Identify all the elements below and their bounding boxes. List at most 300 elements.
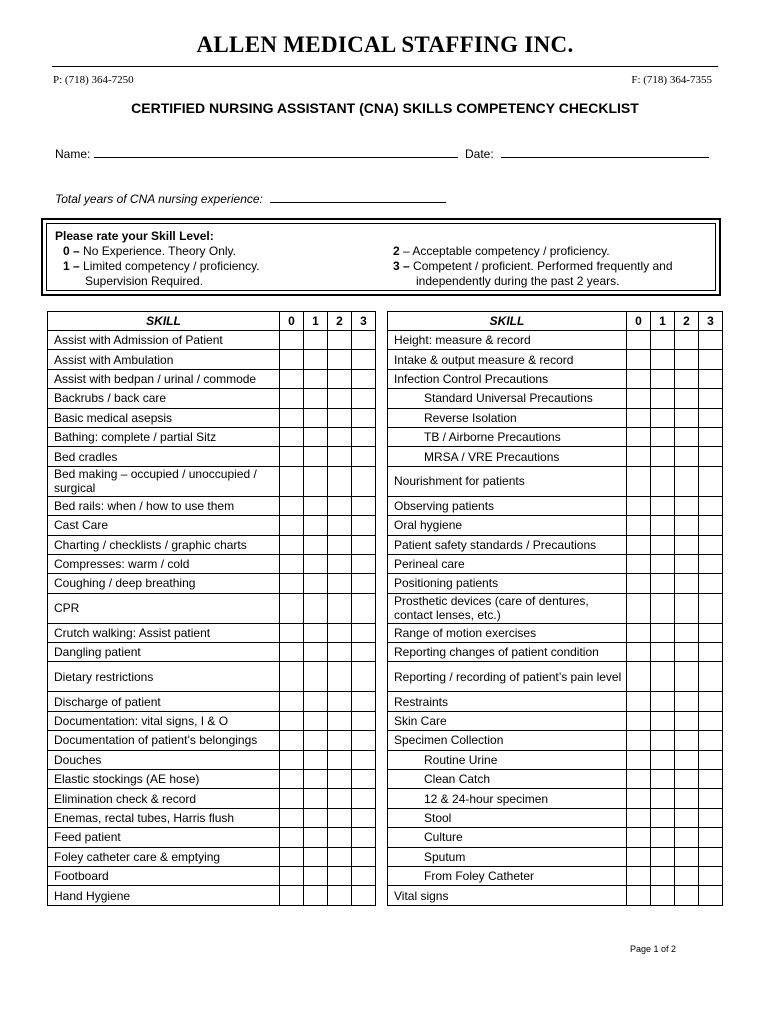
level-column-header-0: 0 [627, 312, 651, 331]
rating-cell-2[interactable] [675, 408, 699, 427]
skill-name: MRSA / VRE Precautions [388, 447, 627, 466]
skills-table-left [47, 311, 376, 906]
rating-cell-3[interactable] [352, 331, 376, 350]
rating-cell-2[interactable] [328, 692, 352, 711]
rating-cell-1[interactable] [304, 447, 328, 466]
rating-cell-3[interactable] [699, 808, 723, 827]
rating-cell-3[interactable] [699, 427, 723, 446]
skill-name: Assist with Admission of Patient [48, 331, 280, 350]
rating-cell-3[interactable] [352, 789, 376, 808]
rating-cell-1[interactable] [304, 789, 328, 808]
rating-cell-1[interactable] [651, 593, 675, 623]
rating-cell-2[interactable] [328, 886, 352, 905]
rating-cell-3[interactable] [352, 770, 376, 789]
rating-cell-2[interactable] [328, 828, 352, 847]
document-title: CERTIFIED NURSING ASSISTANT (CNA) SKILLS COMPETENCY CHECKLIST [131, 100, 639, 116]
rating-cell-3[interactable] [699, 516, 723, 535]
table-row [388, 750, 723, 769]
rating-cell-1[interactable] [304, 731, 328, 750]
rating-cell-0[interactable] [280, 750, 304, 769]
rating-cell-1[interactable] [304, 408, 328, 427]
rating-cell-2[interactable] [328, 789, 352, 808]
skill-name: Perineal care [388, 554, 627, 573]
rating-cell-2[interactable] [675, 623, 699, 642]
rating-cell-3[interactable] [699, 593, 723, 623]
rating-cell-0[interactable] [627, 808, 651, 827]
rating-cell-0[interactable] [280, 828, 304, 847]
rating-cell-2[interactable] [675, 866, 699, 885]
rating-cell-2[interactable] [675, 554, 699, 573]
rating-cell-2[interactable] [675, 350, 699, 369]
rating-cell-0[interactable] [280, 643, 304, 662]
rating-cell-1[interactable] [651, 496, 675, 515]
rating-cell-1[interactable] [651, 516, 675, 535]
rating-cell-3[interactable] [699, 535, 723, 554]
rating-cell-2[interactable] [328, 574, 352, 593]
table-row [388, 711, 723, 730]
rating-cell-0[interactable] [280, 623, 304, 642]
rating-cell-0[interactable] [627, 770, 651, 789]
rating-cell-1[interactable] [304, 593, 328, 623]
rating-cell-1[interactable] [651, 828, 675, 847]
skill-name: Skin Care [388, 711, 627, 730]
table-row [48, 886, 376, 905]
rating-cell-2[interactable] [328, 496, 352, 515]
rating-cell-0[interactable] [627, 408, 651, 427]
rating-cell-1[interactable] [651, 350, 675, 369]
rating-cell-1[interactable] [304, 828, 328, 847]
rating-cell-3[interactable] [699, 770, 723, 789]
table-row [388, 828, 723, 847]
rating-cell-3[interactable] [352, 662, 376, 692]
rating-cell-2[interactable] [328, 847, 352, 866]
table-row [388, 770, 723, 789]
skills-table-header [388, 312, 723, 331]
rating-cell-3[interactable] [352, 408, 376, 427]
rating-cell-3[interactable] [352, 535, 376, 554]
rating-cell-0[interactable] [280, 389, 304, 408]
rating-cell-1[interactable] [651, 692, 675, 711]
rating-cell-2[interactable] [328, 866, 352, 885]
rating-cell-0[interactable] [280, 350, 304, 369]
rating-cell-0[interactable] [280, 662, 304, 692]
skill-name: Standard Universal Precautions [388, 389, 627, 408]
rating-cell-0[interactable] [627, 711, 651, 730]
table-row [48, 593, 376, 623]
rating-cell-3[interactable] [699, 350, 723, 369]
rating-cell-0[interactable] [627, 886, 651, 905]
rating-cell-2[interactable] [675, 447, 699, 466]
skill-name: Prosthetic devices (care of dentures, contact lenses, etc.) [388, 593, 627, 623]
rating-cell-2[interactable] [328, 516, 352, 535]
rating-cell-3[interactable] [352, 886, 376, 905]
rating-cell-3[interactable] [352, 427, 376, 446]
rating-cell-0[interactable] [627, 574, 651, 593]
rating-cell-2[interactable] [675, 369, 699, 388]
rating-cell-0[interactable] [627, 447, 651, 466]
rating-cell-1[interactable] [651, 447, 675, 466]
rating-cell-1[interactable] [304, 496, 328, 515]
rating-cell-1[interactable] [304, 662, 328, 692]
rating-cell-1[interactable] [651, 866, 675, 885]
rating-cell-2[interactable] [675, 427, 699, 446]
rating-cell-3[interactable] [699, 750, 723, 769]
rating-cell-2[interactable] [328, 750, 352, 769]
rating-cell-0[interactable] [280, 711, 304, 730]
rating-cell-3[interactable] [352, 623, 376, 642]
rating-cell-1[interactable] [651, 331, 675, 350]
rating-cell-1[interactable] [651, 711, 675, 730]
rating-cell-3[interactable] [352, 516, 376, 535]
rating-cell-1[interactable] [651, 731, 675, 750]
skill-name: Nourishment for patients [388, 466, 627, 496]
rating-cell-3[interactable] [699, 574, 723, 593]
rating-cell-1[interactable] [304, 554, 328, 573]
rating-cell-2[interactable] [675, 496, 699, 515]
rating-cell-2[interactable] [675, 808, 699, 827]
rating-cell-1[interactable] [651, 408, 675, 427]
skill-column-header: SKILL [388, 312, 627, 331]
skill-name: Feed patient [48, 828, 280, 847]
rating-cell-1[interactable] [304, 516, 328, 535]
rating-cell-3[interactable] [352, 369, 376, 388]
rating-cell-3[interactable] [352, 828, 376, 847]
rating-cell-0[interactable] [280, 789, 304, 808]
rating-cell-1[interactable] [651, 886, 675, 905]
skill-name: Routine Urine [388, 750, 627, 769]
table-row [388, 516, 723, 535]
rating-cell-1[interactable] [651, 789, 675, 808]
rating-cell-0[interactable] [627, 750, 651, 769]
skill-name: 12 & 24-hour specimen [388, 789, 627, 808]
table-row [388, 408, 723, 427]
rating-cell-0[interactable] [280, 516, 304, 535]
rating-cell-1[interactable] [304, 466, 328, 496]
rating-cell-3[interactable] [699, 847, 723, 866]
rating-cell-3[interactable] [699, 692, 723, 711]
rating-cell-3[interactable] [352, 447, 376, 466]
rating-cell-3[interactable] [699, 554, 723, 573]
rating-cell-0[interactable] [280, 466, 304, 496]
rating-cell-2[interactable] [675, 662, 699, 692]
rating-cell-1[interactable] [651, 770, 675, 789]
rating-cell-2[interactable] [675, 692, 699, 711]
rating-cell-3[interactable] [699, 643, 723, 662]
rating-cell-0[interactable] [280, 331, 304, 350]
rating-cell-0[interactable] [280, 535, 304, 554]
experience-label: Total years of CNA nursing experience: [55, 192, 263, 206]
rating-level-1 [63, 259, 260, 274]
rating-cell-1[interactable] [651, 554, 675, 573]
rating-cell-0[interactable] [280, 427, 304, 446]
rating-cell-3[interactable] [699, 866, 723, 885]
rating-cell-3[interactable] [352, 496, 376, 515]
rating-cell-2[interactable] [328, 770, 352, 789]
rating-cell-2[interactable] [328, 711, 352, 730]
rating-cell-3[interactable] [352, 466, 376, 496]
table-row [48, 711, 376, 730]
rating-cell-2[interactable] [328, 447, 352, 466]
table-row [48, 828, 376, 847]
table-row [388, 847, 723, 866]
rating-cell-3[interactable] [699, 331, 723, 350]
rating-cell-3[interactable] [352, 389, 376, 408]
rating-cell-1[interactable] [651, 643, 675, 662]
name-field[interactable] [94, 146, 458, 158]
rating-cell-3[interactable] [352, 692, 376, 711]
rating-cell-3[interactable] [352, 808, 376, 827]
rating-cell-3[interactable] [699, 886, 723, 905]
table-row [388, 574, 723, 593]
rating-cell-2[interactable] [328, 389, 352, 408]
rating-cell-0[interactable] [280, 731, 304, 750]
date-field[interactable] [501, 146, 709, 158]
rating-cell-1[interactable] [304, 623, 328, 642]
rating-cell-1[interactable] [651, 847, 675, 866]
rating-cell-0[interactable] [627, 662, 651, 692]
rating-cell-0[interactable] [627, 350, 651, 369]
rating-cell-3[interactable] [699, 731, 723, 750]
skill-name: Foley catheter care & emptying [48, 847, 280, 866]
rating-cell-3[interactable] [699, 447, 723, 466]
rating-cell-1[interactable] [651, 466, 675, 496]
rating-cell-0[interactable] [627, 828, 651, 847]
rating-cell-1[interactable] [304, 369, 328, 388]
rating-cell-2[interactable] [328, 731, 352, 750]
rating-cell-2[interactable] [675, 711, 699, 730]
rating-cell-2[interactable] [328, 535, 352, 554]
table-row [388, 466, 723, 496]
rating-cell-3[interactable] [352, 643, 376, 662]
rating-cell-2[interactable] [675, 466, 699, 496]
rating-cell-1[interactable] [651, 574, 675, 593]
skill-name: Documentation of patient’s belongings [48, 731, 280, 750]
rating-cell-0[interactable] [280, 886, 304, 905]
skill-name: Douches [48, 750, 280, 769]
rating-cell-2[interactable] [675, 389, 699, 408]
rating-cell-0[interactable] [627, 643, 651, 662]
table-row [48, 692, 376, 711]
rating-cell-0[interactable] [627, 535, 651, 554]
table-row [48, 350, 376, 369]
rating-cell-2[interactable] [675, 643, 699, 662]
rating-cell-0[interactable] [627, 593, 651, 623]
rating-cell-2[interactable] [675, 731, 699, 750]
rating-cell-3[interactable] [699, 389, 723, 408]
experience-line [55, 191, 446, 206]
skill-name: Hand Hygiene [48, 886, 280, 905]
skill-name: Bed rails: when / how to use them [48, 496, 280, 515]
rating-cell-0[interactable] [627, 554, 651, 573]
rating-cell-0[interactable] [627, 866, 651, 885]
rating-cell-3[interactable] [699, 496, 723, 515]
rating-cell-1[interactable] [304, 574, 328, 593]
rating-cell-1[interactable] [651, 662, 675, 692]
rating-cell-1[interactable] [304, 331, 328, 350]
rating-cell-3[interactable] [352, 866, 376, 885]
table-row [48, 847, 376, 866]
header-divider [52, 66, 718, 67]
table-row [388, 350, 723, 369]
rating-cell-1[interactable] [304, 866, 328, 885]
rating-cell-3[interactable] [352, 574, 376, 593]
rating-cell-2[interactable] [675, 828, 699, 847]
rating-cell-1[interactable] [651, 750, 675, 769]
rating-cell-0[interactable] [627, 516, 651, 535]
rating-level-1-number: 1 – [63, 259, 80, 273]
table-row [48, 427, 376, 446]
phone-number: P: (718) 364-7250 [53, 74, 134, 86]
skill-name: Restraints [388, 692, 627, 711]
rating-cell-2[interactable] [328, 662, 352, 692]
skill-name: Crutch walking: Assist patient [48, 623, 280, 642]
rating-cell-2[interactable] [328, 593, 352, 623]
rating-cell-1[interactable] [304, 350, 328, 369]
rating-cell-1[interactable] [304, 711, 328, 730]
rating-cell-1[interactable] [304, 808, 328, 827]
rating-cell-2[interactable] [675, 750, 699, 769]
rating-cell-0[interactable] [627, 389, 651, 408]
rating-cell-3[interactable] [699, 623, 723, 642]
rating-cell-0[interactable] [280, 866, 304, 885]
rating-cell-0[interactable] [627, 847, 651, 866]
table-row [48, 770, 376, 789]
rating-cell-1[interactable] [304, 643, 328, 662]
level-column-header-1: 1 [651, 312, 675, 331]
rating-cell-2[interactable] [328, 369, 352, 388]
rating-cell-1[interactable] [651, 369, 675, 388]
table-row [388, 808, 723, 827]
skill-name: Positioning patients [388, 574, 627, 593]
rating-cell-1[interactable] [651, 623, 675, 642]
rating-cell-2[interactable] [675, 593, 699, 623]
rating-cell-2[interactable] [328, 331, 352, 350]
rating-cell-0[interactable] [627, 369, 651, 388]
rating-cell-2[interactable] [328, 466, 352, 496]
rating-cell-0[interactable] [280, 692, 304, 711]
rating-cell-3[interactable] [699, 466, 723, 496]
table-row [48, 574, 376, 593]
rating-cell-0[interactable] [627, 427, 651, 446]
company-name: ALLEN MEDICAL STAFFING INC. [196, 32, 574, 57]
rating-cell-2[interactable] [328, 408, 352, 427]
table-row [48, 516, 376, 535]
experience-field[interactable] [270, 191, 446, 203]
table-row [388, 623, 723, 642]
rating-cell-1[interactable] [304, 847, 328, 866]
rating-cell-0[interactable] [627, 331, 651, 350]
rating-cell-3[interactable] [352, 554, 376, 573]
rating-cell-2[interactable] [675, 770, 699, 789]
rating-cell-1[interactable] [304, 770, 328, 789]
rating-cell-0[interactable] [280, 770, 304, 789]
rating-cell-2[interactable] [328, 623, 352, 642]
rating-cell-1[interactable] [304, 389, 328, 408]
rating-cell-0[interactable] [627, 623, 651, 642]
rating-cell-2[interactable] [328, 427, 352, 446]
rating-cell-1[interactable] [304, 535, 328, 554]
skill-name: Assist with bedpan / urinal / commode [48, 369, 280, 388]
skill-name: Clean Catch [388, 770, 627, 789]
rating-cell-2[interactable] [675, 331, 699, 350]
rating-cell-3[interactable] [352, 750, 376, 769]
rating-cell-1[interactable] [651, 808, 675, 827]
table-row [388, 535, 723, 554]
skill-column-header: SKILL [48, 312, 280, 331]
rating-cell-2[interactable] [675, 789, 699, 808]
rating-cell-1[interactable] [304, 692, 328, 711]
rating-cell-1[interactable] [304, 886, 328, 905]
skill-name: Footboard [48, 866, 280, 885]
rating-cell-2[interactable] [328, 643, 352, 662]
rating-cell-1[interactable] [651, 389, 675, 408]
rating-cell-0[interactable] [627, 496, 651, 515]
rating-cell-0[interactable] [280, 593, 304, 623]
rating-cell-2[interactable] [675, 516, 699, 535]
rating-cell-3[interactable] [699, 789, 723, 808]
rating-cell-0[interactable] [627, 466, 651, 496]
table-row [388, 731, 723, 750]
rating-cell-0[interactable] [280, 369, 304, 388]
rating-cell-2[interactable] [328, 554, 352, 573]
rating-cell-3[interactable] [352, 593, 376, 623]
skill-name: Reporting changes of patient condition [388, 643, 627, 662]
skill-name: Basic medical asepsis [48, 408, 280, 427]
rating-heading: Please rate your Skill Level: [55, 229, 214, 243]
rating-cell-3[interactable] [699, 408, 723, 427]
rating-cell-1[interactable] [304, 750, 328, 769]
rating-cell-0[interactable] [280, 847, 304, 866]
table-row [388, 331, 723, 350]
rating-level-3-text: Competent / proficient. Performed frequently and [409, 259, 673, 273]
rating-cell-2[interactable] [675, 847, 699, 866]
rating-cell-2[interactable] [675, 574, 699, 593]
rating-cell-3[interactable] [352, 350, 376, 369]
rating-cell-2[interactable] [675, 886, 699, 905]
skill-name: Observing patients [388, 496, 627, 515]
rating-cell-2[interactable] [328, 350, 352, 369]
rating-cell-3[interactable] [352, 731, 376, 750]
rating-cell-0[interactable] [280, 447, 304, 466]
rating-cell-0[interactable] [280, 574, 304, 593]
rating-cell-3[interactable] [699, 662, 723, 692]
skill-name: Bed cradles [48, 447, 280, 466]
rating-cell-0[interactable] [280, 496, 304, 515]
rating-cell-1[interactable] [651, 535, 675, 554]
rating-cell-1[interactable] [651, 427, 675, 446]
rating-level-0 [63, 244, 236, 259]
level-column-header-2: 2 [675, 312, 699, 331]
rating-cell-3[interactable] [699, 369, 723, 388]
rating-cell-0[interactable] [280, 408, 304, 427]
rating-cell-2[interactable] [675, 535, 699, 554]
rating-level-3 [393, 259, 673, 274]
rating-cell-0[interactable] [627, 692, 651, 711]
rating-cell-2[interactable] [328, 808, 352, 827]
rating-cell-3[interactable] [699, 828, 723, 847]
rating-cell-3[interactable] [699, 711, 723, 730]
rating-cell-0[interactable] [280, 554, 304, 573]
rating-cell-0[interactable] [280, 808, 304, 827]
rating-cell-3[interactable] [352, 711, 376, 730]
skill-name: Infection Control Precautions [388, 369, 627, 388]
rating-cell-3[interactable] [352, 847, 376, 866]
rating-cell-0[interactable] [627, 731, 651, 750]
skill-name: Assist with Ambulation [48, 350, 280, 369]
rating-cell-1[interactable] [304, 427, 328, 446]
level-column-header-3: 3 [699, 312, 723, 331]
rating-cell-0[interactable] [627, 789, 651, 808]
